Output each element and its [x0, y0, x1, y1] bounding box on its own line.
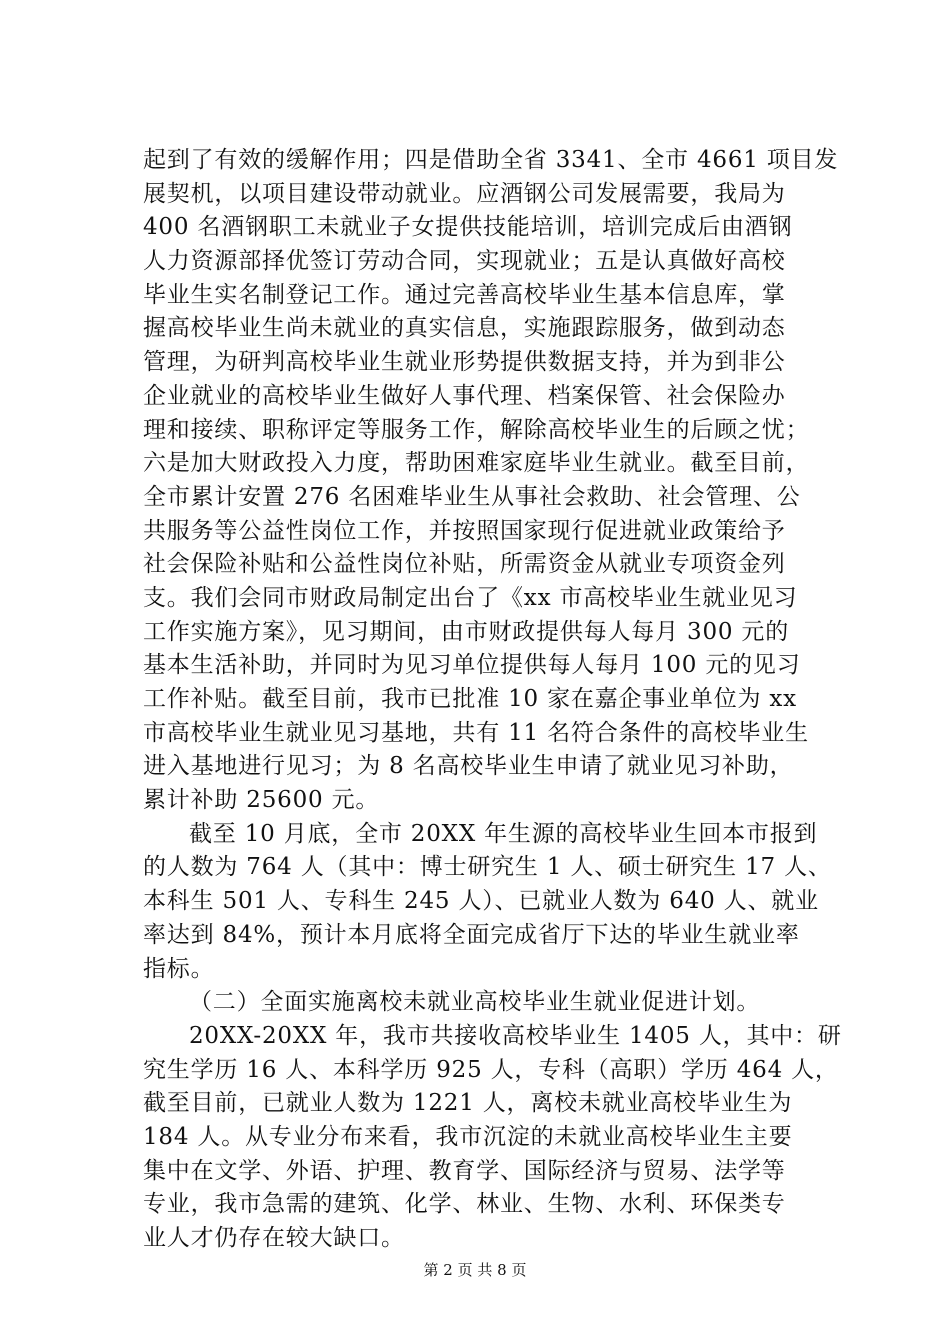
text-line: 截至目前，已就业人数为 1221 人，离校未就业高校毕业生为 [143, 1090, 793, 1117]
text-line: 起到了有效的缓解作用；四是借助全省 3341、全市 4661 项目发 [143, 147, 839, 173]
text-line: 管理，为研判高校毕业生就业形势提供数据支持，并为到非公 [143, 349, 786, 376]
text-line: 共服务等公益性岗位工作，并按照国家现行促进就业政策给予 [143, 517, 786, 544]
text-line: 20XX-20XX 年，我市共接收高校毕业生 1405 人，其中：研 [189, 1022, 842, 1049]
text-line: 理和接续、职称评定等服务工作，解除高校毕业生的后顾之忧； [143, 416, 810, 443]
text-line: 工作实施方案》，见习期间，由市财政提供每人每月 300 元的 [143, 618, 790, 645]
text-line: 毕业生实名制登记工作。通过完善高校毕业生基本信息库，掌 [143, 281, 786, 308]
text-line: （二）全面实施离校未就业高校毕业生就业促进计划。 [189, 989, 761, 1016]
text-line: 人力资源部择优签订劳动合同，实现就业；五是认真做好高校 [143, 248, 786, 275]
text-line: 企业就业的高校毕业生做好人事代理、档案保管、社会保险办 [143, 382, 786, 409]
text-line: 业人才仍存在较大缺口。 [143, 1225, 405, 1251]
text-line: 的人数为 764 人（其中：博士研究生 1 人、硕士研究生 17 人、 [143, 854, 832, 881]
text-line: 握高校毕业生尚未就业的真实信息，实施跟踪服务，做到动态 [143, 315, 786, 342]
text-line: 指标。 [143, 955, 215, 982]
text-line: 市高校毕业生就业见习基地，共有 11 名符合条件的高校毕业生 [143, 719, 809, 746]
text-line: 支。我们会同市财政局制定出台了《xx 市高校毕业生就业见习 [143, 584, 798, 611]
text-line: 基本生活补助，并同时为见习单位提供每人每月 100 元的见习 [143, 652, 801, 679]
text-line: 全市累计安置 276 名困难毕业生从事社会救助、社会管理、公 [143, 483, 801, 510]
text-line: 工作补贴。截至目前，我市已批准 10 家在嘉企事业单位为 xx [143, 686, 797, 712]
text-line: 究生学历 16 人、本科学历 925 人，专科（高职）学历 464 人， [143, 1056, 839, 1083]
text-line: 400 名酒钢职工未就业子女提供技能培训，培训完成后由酒钢 [143, 214, 793, 241]
text-line: 累计补助 25600 元。 [143, 787, 380, 814]
text-line: 截至 10 月底，全市 20XX 年生源的高校毕业生回本市报到 [189, 820, 818, 847]
text-line: 率达到 84%，预计本月底将全面完成省厅下达的毕业生就业率 [143, 921, 800, 948]
document-body [143, 144, 843, 1256]
text-line: 进入基地进行见习；为 8 名高校毕业生申请了就业见习补助， [143, 753, 794, 780]
text-line: 社会保险补贴和公益性岗位补贴，所需资金从就业专项资金列 [143, 551, 786, 578]
text-line: 展契机，以项目建设带动就业。应酒钢公司发展需要，我局为 [143, 180, 786, 207]
text-line: 本科生 501 人、专科生 245 人）、已就业人数为 640 人、就业 [143, 888, 819, 915]
text-line: 六是加大财政投入力度，帮助困难家庭毕业生就业。截至目前， [143, 450, 810, 477]
page-number: 第 2 页 共 8 页 [423, 1261, 527, 1279]
text-line: 集中在文学、外语、护理、教育学、国际经济与贸易、法学等 [143, 1157, 786, 1184]
text-line: 专业，我市急需的建筑、化学、林业、生物、水利、环保类专 [143, 1191, 786, 1218]
text-line: 184 人。从专业分布来看，我市沉淀的未就业高校毕业生主要 [143, 1123, 793, 1150]
